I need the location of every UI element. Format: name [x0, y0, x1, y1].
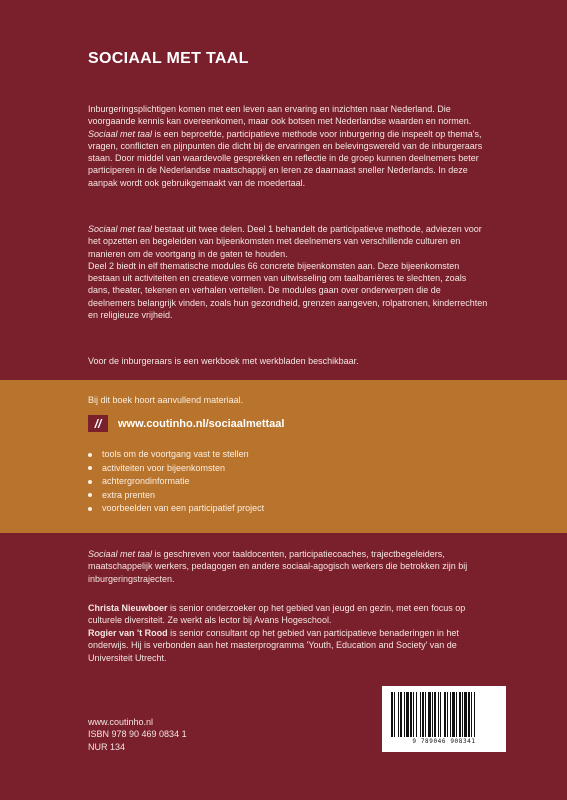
barcode-bar — [474, 692, 475, 737]
workbook-note: Voor de inburgeraars is een werkboek met werkbladen beschikbaar. — [88, 356, 359, 366]
barcode-bar — [456, 692, 457, 737]
bullet-icon — [88, 507, 92, 511]
author-bio-2: Rogier van 't Rood is senior consultant op het gebied van participatieve benaderingen in het onderwijs. Hij is verbonden aan het masterprogramma 'Youth, Education and Society' van de Universiteit Utrecht. — [88, 628, 459, 663]
extra-material-link[interactable] — [88, 415, 284, 432]
extra-material-list — [88, 448, 264, 516]
nur-code: NUR 134 — [88, 741, 126, 752]
coutinho-link-icon: // — [88, 415, 108, 432]
barcode-bar — [416, 692, 417, 737]
barcode-bar — [434, 692, 436, 737]
barcode-bar — [410, 692, 412, 737]
barcode-bar — [425, 692, 426, 737]
barcode-bar — [447, 692, 448, 737]
barcode-digits: 9 789046 908341 — [412, 738, 476, 745]
barcode-bar — [428, 692, 431, 737]
barcode-bar — [471, 692, 472, 737]
intro-paragraph: Inburgeringsplichtigen komen met een leven aan ervaring en inzichten naar Nederland. Die voorgaande kennis kan overeenkomen, maar ook botsen met Nederlandse waarden en normen. Sociaal met taal is een beproefde, participatieve methode voor inburgering die inspeelt op thema's, vragen, conflicten en pijnpunten die dicht bij de ervaringen en belevingswereld van de inburgeraars staan. Door middel van waardevolle gesprekken en reflectie in de groep kunnen deelnemers beter participeren in de Nederlandse maatschappij en leren ze daarnaast sneller Nederlands. In deze aanpak wordt ook gebruikgemaakt van de moedertaal. — [88, 104, 483, 188]
barcode-bar — [450, 692, 451, 737]
list-item: achtergrondinformatie — [88, 475, 264, 489]
bullet-icon — [88, 453, 92, 457]
barcode-bar — [452, 692, 455, 737]
barcode-bar — [462, 692, 463, 737]
barcode-bars — [390, 692, 498, 737]
parts-paragraph: Sociaal met taal bestaat uit twee delen. Deel 1 behandelt de participatieve methode, adviezen voor het opzetten en begeleiden van bijeenkomsten met deelnemers van verschillende culturen en manieren om de voortgang in de gaten te houden. Deel 2 biedt in elf thematische modules 66 concrete bijeenkomsten aan. Deze bijeenkomsten bestaan uit activiteiten en creatieve vormen van uitwisseling om taalbarrières te slechten, zoals dans, theater, tekenen en verhalen vertellen. De modules gaan over onderwerpen die de deelnemers belangrijk vinden, zoals hun gezondheid, grenzen aangeven, rolpatronen, kinderrechten en religieuze vrijheid. — [88, 224, 488, 321]
barcode-bar — [398, 692, 399, 737]
author-bio-1: Christa Nieuwboer is senior onderzoeker op het gebied van jeugd en gezin, met een focus op culturele diversiteit. Ze werkt als lector bij Avans Hogeschool. — [88, 603, 466, 626]
isbn: ISBN 978 90 469 0834 1 — [88, 729, 187, 740]
barcode-bar — [422, 692, 424, 737]
barcode-bar — [406, 692, 409, 737]
barcode — [382, 686, 506, 752]
barcode-bar — [444, 692, 446, 737]
barcode-bar — [404, 692, 405, 737]
extra-material-intro: Bij dit boek hoort aanvullend materiaal. — [88, 395, 244, 405]
barcode-bar — [432, 692, 433, 737]
extra-material-band — [0, 380, 567, 533]
author-name: Christa Nieuwboer — [88, 603, 168, 613]
list-item: tools om de voortgang vast te stellen — [88, 448, 264, 462]
barcode-bar — [440, 692, 441, 737]
author-name: Rogier van 't Rood — [88, 628, 168, 638]
extra-material-url[interactable]: www.coutinho.nl/sociaalmettaal — [118, 417, 285, 430]
barcode-bar — [400, 692, 402, 737]
list-item: voorbeelden van een participatief project — [88, 502, 264, 516]
list-item: extra prenten — [88, 489, 264, 503]
barcode-bar — [391, 692, 393, 737]
barcode-bar — [420, 692, 421, 737]
barcode-bar — [464, 692, 467, 737]
book-title-inline: Sociaal met taal — [88, 549, 153, 559]
barcode-bar — [468, 692, 470, 737]
publication-info — [88, 716, 187, 753]
list-item: activiteiten voor bijeenkomsten — [88, 462, 264, 476]
audience-paragraph: Sociaal met taal is geschreven voor taaldocenten, participatiecoaches, trajectbegeleiders, maatschappelijk werkers, pedagogen en andere sociaal-agogisch werkers die betrokken zijn bij inburgeringstrajecten. — [88, 549, 468, 584]
barcode-bar — [413, 692, 414, 737]
book-title-inline: Sociaal met taal — [88, 224, 153, 234]
book-title-inline: Sociaal met taal — [88, 128, 153, 139]
bullet-icon — [88, 493, 92, 497]
bullet-icon — [88, 466, 92, 470]
publisher-website[interactable]: www.coutinho.nl — [88, 717, 154, 727]
barcode-bar — [438, 692, 439, 737]
book-title: SOCIAAL MET TAAL — [88, 50, 249, 67]
bullet-icon — [88, 480, 92, 484]
barcode-bar — [459, 692, 461, 737]
barcode-bar — [394, 692, 395, 737]
